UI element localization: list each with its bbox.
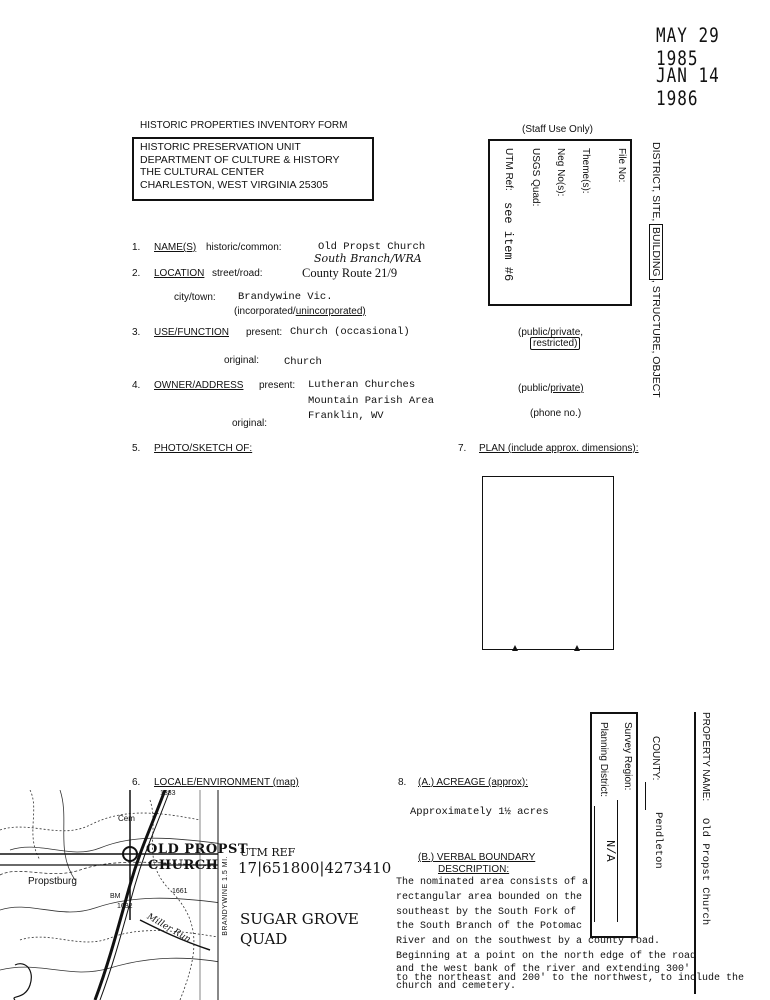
map-place-propstburg: Propstburg (28, 876, 77, 887)
location-label: LOCATION (154, 268, 205, 279)
map-label-miller-run: Miller Run (145, 912, 193, 946)
boundary-description (396, 876, 744, 995)
photo-sketch-label: PHOTO/SKETCH OF: (154, 443, 253, 454)
use-original-value: Church (284, 356, 322, 368)
plan-frame (482, 476, 614, 650)
owner-line-2: Mountain Parish Area (308, 395, 435, 407)
acreage-value: Approximately 1½ acres (410, 806, 549, 818)
item-5-number: 5. (132, 443, 141, 454)
name-label: NAME(S) (154, 242, 197, 253)
property-name-value: Old Propst Church (699, 818, 711, 926)
item-8-number: 8. (398, 777, 407, 788)
map-label-bm: BM (110, 893, 121, 900)
use-present-label: present: (246, 327, 283, 338)
plan-label: PLAN (include approx. dimensions): (479, 443, 639, 454)
boundary-line: River and on the southwest by a county road. (396, 936, 661, 948)
boundary-line: church and cemetery. (396, 981, 517, 993)
boundary-line: The nominated area consists of a (396, 877, 589, 888)
map-label-elev-1: 1632 (117, 903, 133, 910)
plan-frame-marker-right (574, 645, 580, 651)
planning-district-value: N/A (603, 840, 617, 862)
agency-line-2: DEPARTMENT OF CULTURE & HISTORY (140, 153, 340, 166)
owner-line-1: Lutheran Churches (308, 379, 416, 391)
form-title: HISTORIC PROPERTIES INVENTORY FORM (140, 120, 348, 131)
staff-use-title: (Staff Use Only) (522, 124, 593, 135)
name-sub-label: historic/common: (206, 242, 282, 253)
item-3-number: 3. (132, 327, 141, 338)
property-name-label: PROPERTY NAME: (700, 712, 711, 802)
use-function-label: USE/FUNCTION (154, 327, 229, 338)
staff-neg-no: Neg No(s): (555, 148, 566, 197)
owner-line-3: Franklin, WV (308, 410, 384, 422)
item-4-number: 4. (132, 380, 141, 391)
boundary-line: the South Branch of the Potomac (396, 921, 583, 933)
staff-file-no: File No: (616, 148, 627, 183)
boundary-label-2: DESCRIPTION: (438, 864, 510, 875)
agency-line-3: THE CULTURAL CENTER (140, 166, 265, 178)
map-label-cemetery: Cem (118, 814, 135, 823)
city-value: Brandywine Vic. (238, 291, 333, 303)
category-building-selected: BUILDING (649, 224, 663, 280)
name-handwritten: South Branch/WRA (314, 252, 422, 265)
map-quad-handwritten-1: SUGAR GROVE (240, 910, 359, 928)
item-6-number: 6. (132, 777, 141, 788)
owner-original-label: original: (232, 418, 268, 429)
plan-frame-marker-left (512, 645, 518, 651)
staff-usgs-quad: USGS Quad: (530, 148, 541, 207)
map-label-elev-2: 1661 (172, 888, 188, 895)
map-utm-handwritten-value: 17|651800|4273410 (238, 859, 392, 877)
map-label-elev-top: 1883 (160, 790, 176, 797)
agency-line-4: CHARLESTON, WEST VIRGINIA 25305 (140, 178, 329, 191)
city-label: city/town: (174, 292, 216, 303)
survey-region-label: Survey Region: (622, 722, 633, 791)
planning-district-label: Planning District: (598, 722, 609, 798)
name-value: Old Propst Church (318, 241, 426, 253)
boundary-line: southeast by the South Fork of (396, 906, 577, 918)
use-present-value: Church (occasional) (290, 326, 410, 338)
county-label: COUNTY: (650, 736, 661, 781)
map-church-handwritten-1: OLD PROPST (146, 842, 249, 857)
map-church-handwritten-2: CHURCH (148, 858, 219, 873)
map-utm-handwritten-label: UTM REF (240, 846, 296, 859)
boundary-line: and the west bank of the river and extending 300' (396, 963, 691, 975)
county-underline (645, 782, 646, 810)
map-quad-edge-label: BRANDYWINE 1.5 MI. (222, 856, 229, 936)
owner-address-label: OWNER/ADDRESS (154, 380, 244, 391)
use-original-label: original: (224, 355, 260, 366)
locale-label: LOCALE/ENVIRONMENT (map) (154, 777, 299, 788)
location-sub-label: street/road: (212, 268, 263, 279)
item-1-number: 1. (132, 242, 141, 253)
location-value: County Route 21/9 (302, 266, 398, 280)
map-quad-handwritten-2: QUAD (240, 930, 288, 948)
county-value: Pendleton (652, 812, 664, 869)
staff-themes: Theme(s): (580, 148, 591, 194)
ownership-type-1: (public/private, (518, 327, 584, 338)
received-stamp-2: JAN 14 1986 (656, 64, 720, 110)
boundary-line: Beginning at a point on the north edge of the road (396, 950, 697, 962)
agency-address-box (132, 137, 374, 201)
boundary-line: rectangular area bounded on the (396, 891, 583, 903)
agency-line-1: HISTORIC PRESERVATION UNIT (140, 141, 301, 153)
staff-utm-ref: UTM Ref: (503, 148, 514, 191)
owner-present-label: present: (259, 380, 296, 391)
received-stamp-1: MAY 29 1985 (656, 24, 720, 70)
item-7-number: 7. (458, 443, 467, 454)
boundary-label: (B.) VERBAL BOUNDARY (418, 852, 536, 863)
boundary-line: to the northeast and 200' to the northwest, to include the (396, 972, 745, 984)
property-category: DISTRICT, SITE, BUILDING, STRUCTURE, OBJECT (650, 142, 662, 398)
staff-utm-value: see item #6 (501, 202, 515, 282)
ownership-type-2: (public/private) (518, 383, 584, 394)
restricted-selected: restricted) (530, 337, 580, 350)
acreage-label: (A.) ACREAGE (approx): (418, 777, 529, 788)
phone-label: (phone no.) (530, 408, 582, 419)
item-2-number: 2. (132, 268, 141, 279)
incorporation-status: (incorporated/unincorporated) (234, 306, 366, 317)
